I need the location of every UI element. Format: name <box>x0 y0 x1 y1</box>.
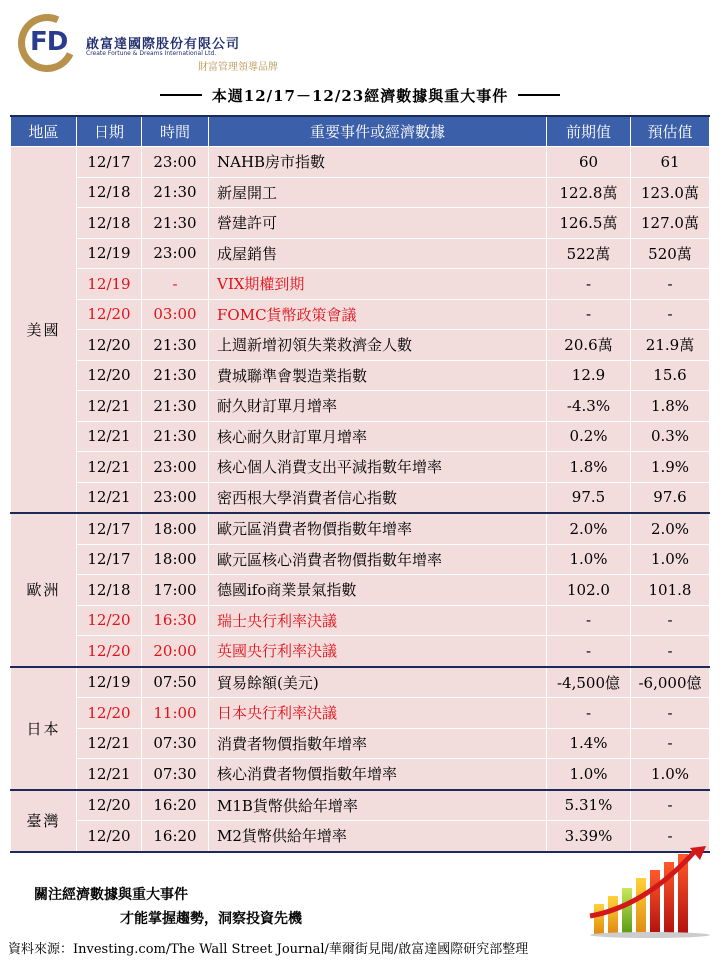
date-cell: 12/18 <box>77 177 142 208</box>
time-cell: 20:00 <box>142 636 209 667</box>
date-cell: 12/17 <box>77 544 142 575</box>
forecast-value-cell: - <box>631 698 710 729</box>
event-cell: 歐元區核心消費者物價指數年增率 <box>209 544 547 575</box>
page-title: 本週12/17－12/23經濟數據與重大事件 <box>211 86 509 105</box>
time-cell: 07:30 <box>142 759 209 790</box>
event-cell: 日本央行利率決議 <box>209 698 547 729</box>
forecast-value-cell: 101.8 <box>631 575 710 606</box>
forecast-value-cell: - <box>631 790 710 821</box>
title-bar <box>0 84 720 106</box>
table-row <box>11 269 710 300</box>
event-cell: 核心耐久財訂單月增率 <box>209 421 547 452</box>
logo-mark: FD <box>30 27 68 57</box>
event-cell: NAHB房市指數 <box>209 147 547 178</box>
time-cell: - <box>142 269 209 300</box>
previous-value-cell: - <box>547 605 631 636</box>
previous-value-cell: 102.0 <box>547 575 631 606</box>
forecast-value-cell: - <box>631 605 710 636</box>
table-row <box>11 544 710 575</box>
data-source: 資料來源：Investing.com/The Wall Street Journal/華爾街見聞/啟富達國際研究部整理 <box>8 942 529 957</box>
header-time: 時間 <box>142 116 209 147</box>
date-cell: 12/17 <box>77 513 142 544</box>
forecast-value-cell: 520萬 <box>631 238 710 269</box>
date-cell: 12/18 <box>77 208 142 239</box>
forecast-value-cell: - <box>631 269 710 300</box>
time-cell: 23:00 <box>142 452 209 483</box>
forecast-value-cell: 15.6 <box>631 360 710 391</box>
event-cell: M1B貨幣供給年增率 <box>209 790 547 821</box>
date-cell: 12/19 <box>77 238 142 269</box>
table-row <box>11 452 710 483</box>
forecast-value-cell: 127.0萬 <box>631 208 710 239</box>
date-cell: 12/20 <box>77 790 142 821</box>
date-cell: 12/21 <box>77 452 142 483</box>
table-row <box>11 575 710 606</box>
title-left-rule <box>160 94 202 96</box>
date-cell: 12/20 <box>77 636 142 667</box>
event-cell: FOMC貨幣政策會議 <box>209 299 547 330</box>
table-row <box>11 177 710 208</box>
event-cell: 貿易餘額(美元) <box>209 667 547 698</box>
table-row <box>11 391 710 422</box>
previous-value-cell: 12.9 <box>547 360 631 391</box>
forecast-value-cell: 2.0% <box>631 513 710 544</box>
forecast-value-cell: 21.9萬 <box>631 330 710 361</box>
event-cell: 歐元區消費者物價指數年增率 <box>209 513 547 544</box>
time-cell: 17:00 <box>142 575 209 606</box>
forecast-value-cell: 61 <box>631 147 710 178</box>
date-cell: 12/20 <box>77 698 142 729</box>
time-cell: 16:30 <box>142 605 209 636</box>
header-previous: 前期值 <box>547 116 631 147</box>
table-row <box>11 698 710 729</box>
previous-value-cell: 126.5萬 <box>547 208 631 239</box>
event-cell: 新屋開工 <box>209 177 547 208</box>
event-cell: 核心個人消費支出平減指數年增率 <box>209 452 547 483</box>
forecast-value-cell: 1.9% <box>631 452 710 483</box>
time-cell: 11:00 <box>142 698 209 729</box>
previous-value-cell: - <box>547 299 631 330</box>
previous-value-cell: 122.8萬 <box>547 177 631 208</box>
previous-value-cell: 1.0% <box>547 544 631 575</box>
forecast-value-cell: -6,000億 <box>631 667 710 698</box>
previous-value-cell: 1.4% <box>547 728 631 759</box>
date-cell: 12/19 <box>77 269 142 300</box>
previous-value-cell: 1.0% <box>547 759 631 790</box>
event-cell: 瑞士央行利率決議 <box>209 605 547 636</box>
time-cell: 03:00 <box>142 299 209 330</box>
event-cell: 消費者物價指數年增率 <box>209 728 547 759</box>
date-cell: 12/20 <box>77 299 142 330</box>
table-row <box>11 330 710 361</box>
time-cell: 16:20 <box>142 821 209 852</box>
time-cell: 18:00 <box>142 513 209 544</box>
date-cell: 12/20 <box>77 360 142 391</box>
date-cell: 12/18 <box>77 575 142 606</box>
event-cell: M2貨幣供給年增率 <box>209 821 547 852</box>
table-row <box>11 208 710 239</box>
company-slogan: 財富管理領導品牌 <box>198 62 278 73</box>
date-cell: 12/21 <box>77 759 142 790</box>
date-cell: 12/17 <box>77 147 142 178</box>
company-name: 啟富達國際股份有限公司 <box>86 37 241 52</box>
region-cell: 歐洲 <box>11 513 77 667</box>
table-body <box>11 147 710 852</box>
previous-value-cell: - <box>547 269 631 300</box>
region-cell: 日本 <box>11 667 77 790</box>
table-row <box>11 360 710 391</box>
tagline-2: 才能掌握趨勢，洞察投資先機 <box>120 911 302 927</box>
previous-value-cell: 2.0% <box>547 513 631 544</box>
event-cell: 營建許可 <box>209 208 547 239</box>
forecast-value-cell: 1.0% <box>631 759 710 790</box>
header-forecast: 預估值 <box>631 116 710 147</box>
time-cell: 21:30 <box>142 391 209 422</box>
forecast-value-cell: - <box>631 821 710 852</box>
company-english-name: Create Fortune & Dreams International Ltd. <box>86 50 217 57</box>
previous-value-cell: - <box>547 698 631 729</box>
event-cell: 核心消費者物價指數年增率 <box>209 759 547 790</box>
title-right-rule <box>518 94 560 96</box>
table-row <box>11 790 710 821</box>
table-header-row <box>11 116 710 147</box>
event-cell: 耐久財訂單月增率 <box>209 391 547 422</box>
previous-value-cell: 60 <box>547 147 631 178</box>
forecast-value-cell: 0.3% <box>631 421 710 452</box>
header-region: 地區 <box>11 116 77 147</box>
event-cell: 德國ifo商業景氣指數 <box>209 575 547 606</box>
previous-value-cell: - <box>547 636 631 667</box>
region-cell: 美國 <box>11 147 77 514</box>
time-cell: 21:30 <box>142 330 209 361</box>
time-cell: 21:30 <box>142 360 209 391</box>
table-row <box>11 667 710 698</box>
date-cell: 12/20 <box>77 330 142 361</box>
previous-value-cell: 1.8% <box>547 452 631 483</box>
time-cell: 16:20 <box>142 790 209 821</box>
previous-value-cell: 3.39% <box>547 821 631 852</box>
event-cell: 上週新增初領失業救濟金人數 <box>209 330 547 361</box>
tagline-1: 關注經濟數據與重大事件 <box>34 887 188 903</box>
table-row <box>11 299 710 330</box>
date-cell: 12/20 <box>77 605 142 636</box>
rising-bar-chart-icon <box>586 846 714 938</box>
forecast-value-cell: 123.0萬 <box>631 177 710 208</box>
date-cell: 12/21 <box>77 421 142 452</box>
previous-value-cell: 20.6萬 <box>547 330 631 361</box>
event-cell: 密西根大學消費者信心指數 <box>209 482 547 513</box>
previous-value-cell: -4,500億 <box>547 667 631 698</box>
previous-value-cell: -4.3% <box>547 391 631 422</box>
time-cell: 23:00 <box>142 147 209 178</box>
previous-value-cell: 0.2% <box>547 421 631 452</box>
region-cell: 臺灣 <box>11 790 77 852</box>
table-row <box>11 759 710 790</box>
time-cell: 07:30 <box>142 728 209 759</box>
forecast-value-cell: 1.8% <box>631 391 710 422</box>
date-cell: 12/19 <box>77 667 142 698</box>
table-row <box>11 513 710 544</box>
event-cell: 費城聯準會製造業指數 <box>209 360 547 391</box>
date-cell: 12/21 <box>77 728 142 759</box>
economic-calendar-table <box>10 115 710 853</box>
previous-value-cell: 97.5 <box>547 482 631 513</box>
forecast-value-cell: 97.6 <box>631 482 710 513</box>
event-cell: VIX期權到期 <box>209 269 547 300</box>
time-cell: 21:30 <box>142 177 209 208</box>
table-row <box>11 482 710 513</box>
forecast-value-cell: - <box>631 299 710 330</box>
time-cell: 21:30 <box>142 421 209 452</box>
header-date: 日期 <box>77 116 142 147</box>
table-row <box>11 147 710 178</box>
forecast-value-cell: 1.0% <box>631 544 710 575</box>
table-row <box>11 421 710 452</box>
table-row <box>11 728 710 759</box>
date-cell: 12/21 <box>77 482 142 513</box>
time-cell: 23:00 <box>142 238 209 269</box>
forecast-value-cell: - <box>631 636 710 667</box>
event-cell: 成屋銷售 <box>209 238 547 269</box>
previous-value-cell: 522萬 <box>547 238 631 269</box>
event-cell: 英國央行利率決議 <box>209 636 547 667</box>
time-cell: 23:00 <box>142 482 209 513</box>
time-cell: 07:50 <box>142 667 209 698</box>
header-event: 重要事件或經濟數據 <box>209 116 547 147</box>
time-cell: 18:00 <box>142 544 209 575</box>
company-logo <box>18 14 318 72</box>
table-row <box>11 605 710 636</box>
table-row <box>11 636 710 667</box>
date-cell: 12/20 <box>77 821 142 852</box>
previous-value-cell: 5.31% <box>547 790 631 821</box>
table-row <box>11 238 710 269</box>
date-cell: 12/21 <box>77 391 142 422</box>
time-cell: 21:30 <box>142 208 209 239</box>
forecast-value-cell: - <box>631 728 710 759</box>
